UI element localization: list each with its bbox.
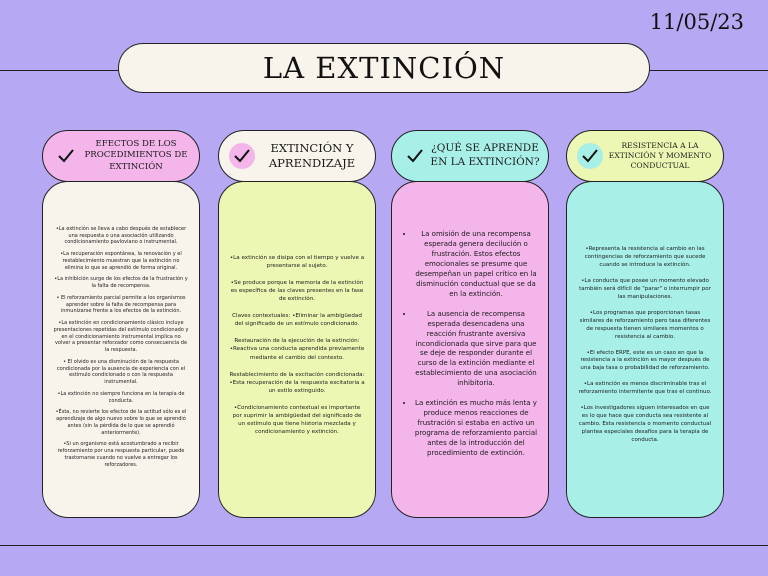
list-item: •La conducta que posee un momento elevado también será difícil de "parar" o interrumpir por las manipulaciones. [579,277,711,300]
list-item: Claves contextuales: •Eliminar la ambigüedad del significado de un estímulo condicionado. [232,313,362,328]
title-line-right [650,70,768,71]
list-item: • La extinción es mucho más lenta y produce menos reacciones de frustración si estaba en activo un programa de reforzamiento parcial antes de la introducción del procedimiento de extinción. [414,399,538,459]
column-card-que-se-aprende [391,181,549,518]
title-line-left [0,70,118,71]
column-heading: EFECTOS DE LOS PROCEDIMIENTOS DE EXTINCIÓN [84,139,188,172]
check-icon [402,143,428,169]
list-item: •La extinción en condicionamiento clásico incluye presentaciones repetidas del estímulo condicionado y en el condicionamiento instrumental implica no volver a presentar reforzador como consecuencia de la respuesta. [53,320,189,353]
list-item: Restauración de la ejecución de la extinción: •Reactiva una conducta aprendida previamente mediante el cambio del contexto. [229,338,365,361]
list-item: •Los investigadores siguen interesados en que es lo que hace que conducta sea resistente al cambio. Esta resistencia o momento conductual plantea especiales desafíos para la terapia de conducta. [578,405,712,444]
list-item: •La extinción no siempre funciona en la terapia de conducta. [57,390,185,404]
column-header-extincion-aprendizaje [218,130,376,182]
list-item: •Los programas que proporcionan tasas similares de reforzamiento pero tasa diferentes de respuesta tienen similares momentos o resistencia al cambio. [579,309,711,340]
list-item: •El efecto ERPE, este es un caso en que la resistencia a la extinción es mayor después de una baja tasa o probabilidad de reforzamiento. [580,349,710,372]
column-header-resistencia [566,130,724,182]
list-item: •La extinción se lleva a cabo después de establecer una respuesta o una asociación utilizando condicionamiento pavloviano o instrumental. [55,225,187,246]
column-card-efectos [42,181,200,518]
list-item: •La extinción se disipa con el tiempo y vuelve a presentarse al sujeto. [229,254,365,269]
check-icon [577,143,603,169]
column-header-que-se-aprende [391,130,549,182]
list-item: • El reforzamiento parcial permite a los organismos aprender sobre la falta de recompensa para inmunizarse frente a los efectos de la extinción. [56,294,186,315]
list-item: •La inhibición surge de los efectos de la frustración y la falta de recompensa. [54,276,188,289]
date-label: 11/05/23 [649,10,744,34]
check-icon [229,143,255,169]
list-item: • La omisión de una recompensa esperada genera decilución o frustración. Estos efectos emocionales se presume que desempeñan un papel crítico en la disminución conductual que se da en la extinción. [414,230,538,300]
column-heading: ¿QUÉ SE APRENDE EN LA EXTINCIÓN? [430,142,540,168]
check-icon [53,143,79,169]
page-title: LA EXTINCIÓN [262,51,506,85]
column-card-extincion-aprendizaje [218,181,376,518]
bullet-list [402,230,538,469]
column-card-resistencia [566,181,724,518]
list-item: Restablecimiento de la excitación condicionada: •Esta recuperación de la respuesta excitatoria a un estilo extinguido. [229,371,365,394]
list-item: •Se produce porque la memoria de la extinción es específica de las claves presentes en la fase de extinción. [230,279,364,302]
list-item: • El olvido es una disminución de la respuesta condicionada por la ausencia de experiencia con el estímulo condicionado o con la respuesta instrumental. [56,358,186,385]
list-item: •Si un organismo está acostumbrado a recibir reforzamiento por una respuesta particular, puede trastornarse cuando no vuelve a entregar los reforzadores. [57,441,185,468]
list-item: • La ausencia de recompensa esperada desencadena una reacción frustrante aversiva incondicionada que sirve para que se deje de responder durante el curso de la extinción mediante el establecimiento de una asociación inhibitoria. [414,310,538,390]
column-heading: RESISTENCIA A LA EXTINCIÓN Y MOMENTO CONDUCTUAL [608,141,712,170]
list-item: •Representa la resistencia al cambio en las contingencias de reforzamiento que sucede cuando se introduce la extinción. [584,245,706,268]
list-item: •Ésta, no revierte los efectos de la actitud sólo es el aprendizaje de algo nuevo sobre lo que se aprendió antes (sin la pérdida de lo que se aprendió anteriormente). [55,409,187,436]
title-banner [118,43,650,93]
list-item: •La recuperación espontánea, la renovación y el restablecimiento muestran que la extinción no elimina lo que se aprendió de forma original. [60,251,182,271]
column-header-efectos [42,130,200,182]
list-item: •Condicionamiento contextual es importante por suprimir la ambigüedad del significado de un estímulo que tiene historia mezclada y condicionamiento y extinción. [232,404,362,436]
column-heading: EXTINCIÓN Y APRENDIZAJE [268,141,356,170]
footer-divider [0,545,768,546]
list-item: •La extinción es menos discriminable tras el reforzamiento intermitente que tras el continuo. [578,381,712,396]
